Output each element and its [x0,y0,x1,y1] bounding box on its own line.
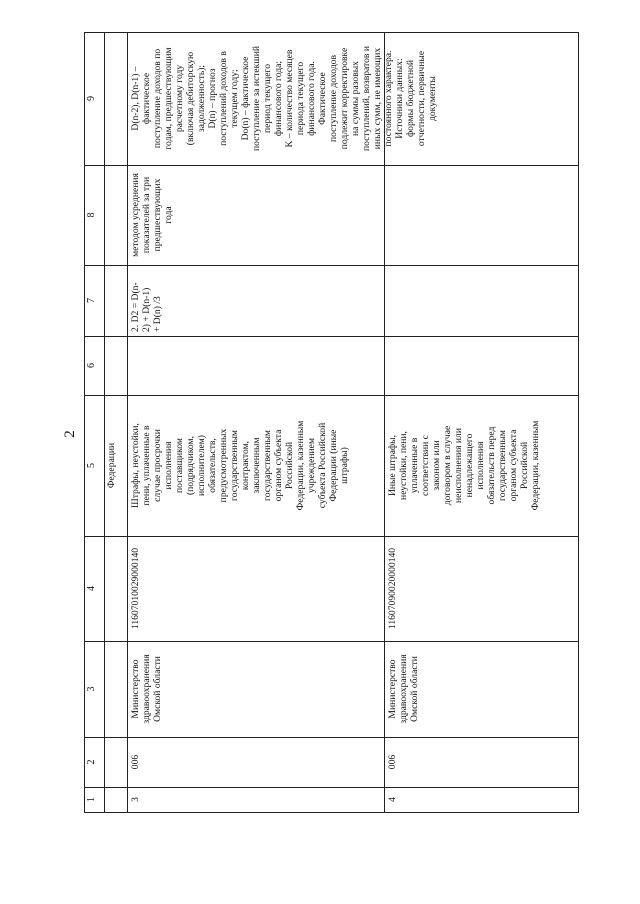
continuation-col-5: Федерации [106,442,117,489]
header-col-6: 6 [86,363,97,368]
row3-col-6 [130,336,382,395]
header-col-7: 7 [86,298,97,303]
row3-method: методом усреднения показателей за три предшествующих года [130,173,174,257]
row3-kbk: 11607010029000140 [130,547,141,630]
header-col-4: 4 [86,586,97,591]
row3-number: 3 [130,797,141,802]
header-col-5: 5 [86,463,97,468]
row4-number: 4 [387,797,398,802]
row3-description: D(n-2), D(n-1) – фактическое поступление доходов по годам, предшествующим расчетному году (включая дебиторскую задолженность); D(n) – прогноз поступлений доходов в текущем году; Do(n) – фактическое поступление за истекший период текущего финансового года; K – количество месяцев периода текущего финансового года. Фактическое поступление доходов подлежит корректировке на суммы разовых поступлений, возвратов и иных сумм, не имеющих постоянного характера. Источники данных: формы бюджетной отчетности, первичные документы [130,46,438,152]
header-col-1: 1 [86,797,97,802]
row3-income-name: Штрафы, неустойки, пени, уплаченные в случае просрочки исполнения поставщиком (подрядчиком, исполнителем) обязательств, предусмотренных государственным контрактом, заключенным государственным органом субъекта Российской Федерации, казенным учреждением субъекта Российской Федерации (иные штрафы) [130,420,350,511]
row4-income-name: Иные штрафы, неустойки, пени, уплаченные в соответствии с законом или договором в случае неисполнения или ненадлежащего исполнения обязательств перед государственным органом субъекта Российской Федерации, казенным [387,420,541,511]
row3-organization: Министерство здравоохранения Омской области [130,654,163,724]
row4-kbk: 11607090020000140 [387,547,398,630]
row4-code: 006 [387,754,398,770]
page-number: 2 [62,430,78,438]
row3-formula: 2. D2 = D(n- 2) + D(n-1) + D(n) /3 [130,282,163,332]
row4-organization: Министерство здравоохранения Омской области [387,654,420,724]
header-col-8: 8 [86,212,97,218]
row3-code: 006 [130,754,141,770]
header-col-9: 9 [86,96,97,101]
header-col-3: 3 [86,686,97,692]
header-col-2: 2 [86,759,97,765]
